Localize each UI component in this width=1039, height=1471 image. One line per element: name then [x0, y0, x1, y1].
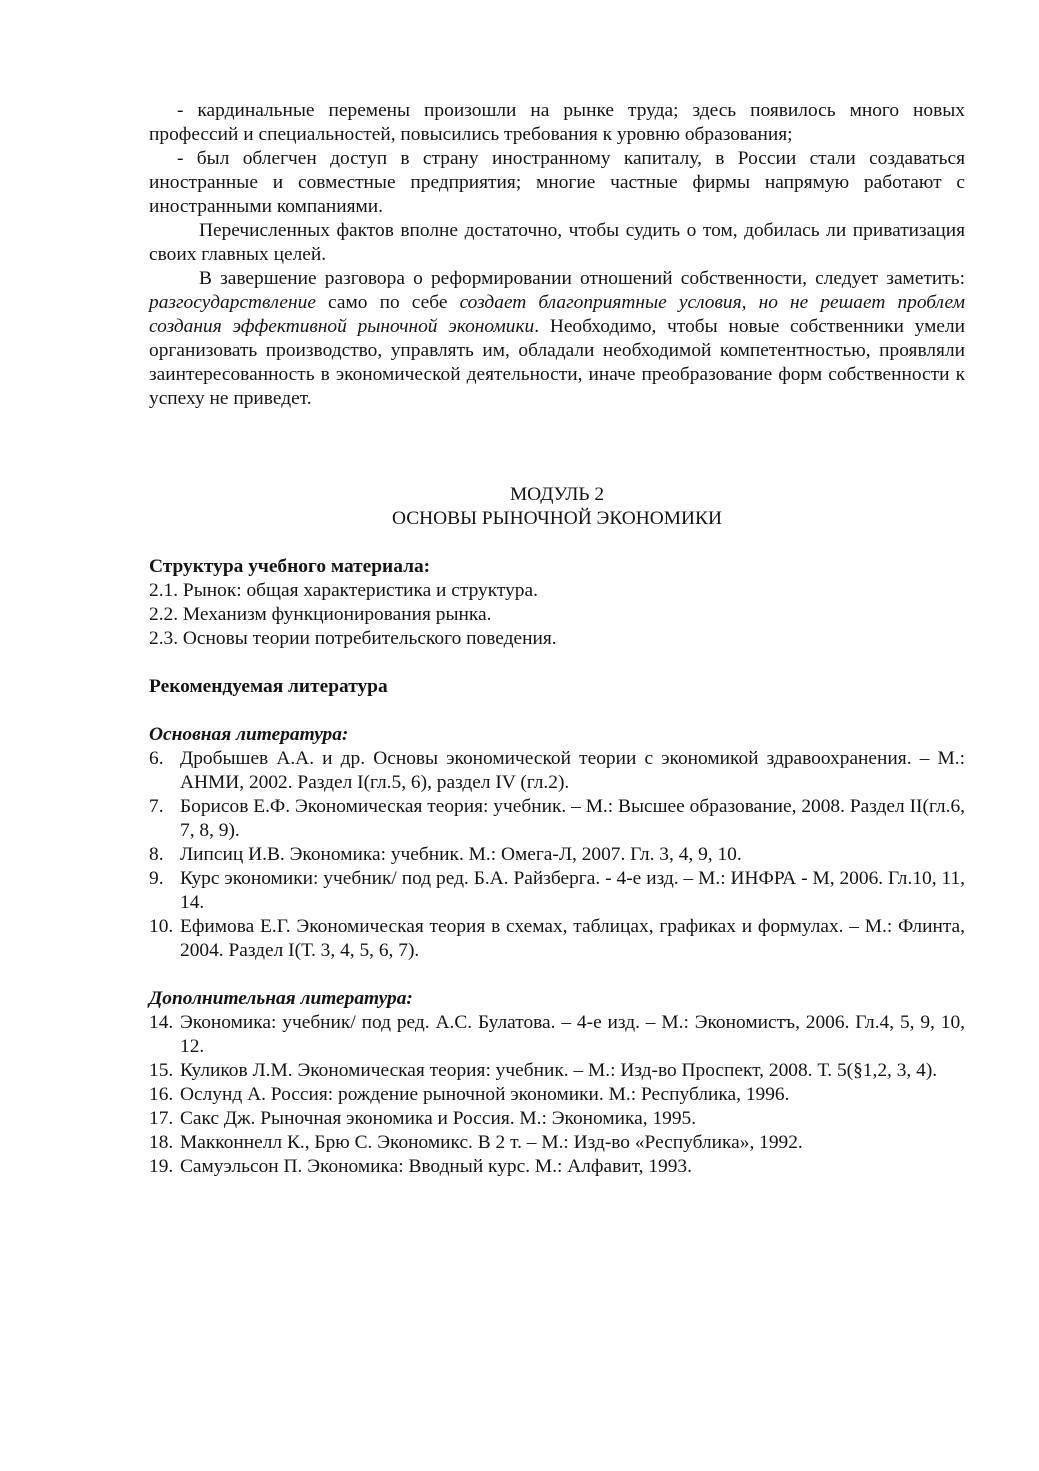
item-text: Курс экономики: учебник/ под ред. Б.А. Райзберга. - 4-е изд. – М.: ИНФРА - М, 2006. Гл.10, 11, 14. [180, 868, 965, 913]
conclusion-italic-phrase: создает благоприятные условия, но не решает проблем создания эффективной рыночной экономики [149, 292, 965, 337]
item-number: 14. [149, 1012, 174, 1033]
list-item [149, 1011, 965, 1059]
item-text: Липсиц И.В. Экономика: учебник. М.: Омега-Л, 2007. Гл. 3, 4, 9, 10. [180, 844, 742, 865]
item-text: Экономика: учебник/ под ред. А.С. Булатова. – 4-е изд. – М.: Экономистъ, 2006. Гл.4, 5, 9, 10, 12. [180, 1012, 965, 1057]
module-title: ОСНОВЫ РЫНОЧНОЙ ЭКОНОМИКИ [392, 508, 722, 529]
module-number: МОДУЛЬ 2 [509, 484, 605, 505]
list-item [149, 1059, 965, 1083]
spacer [149, 963, 965, 987]
item-number: 8. [149, 844, 164, 865]
document-page [149, 99, 965, 1179]
main-literature-list [149, 747, 965, 963]
structure-item: 2.1. Рынок: общая характеристика и структура. [149, 580, 538, 601]
item-text: Дробышев А.А. и др. Основы экономической теории с экономикой здравоохранения. – М.: АНМИ, 2002. Раздел I(гл.5, 6), раздел IV (гл.2). [180, 748, 965, 793]
conclusion-text-c: само по себе [315, 292, 460, 313]
literature-heading: Рекомендуемая литература [149, 676, 388, 697]
spacer [149, 651, 965, 675]
list-item [149, 747, 965, 795]
paragraph-conclusion [149, 267, 965, 411]
additional-literature-list [149, 1011, 965, 1179]
item-number: 6. [149, 748, 164, 769]
structure-item: 2.2. Механизм функционирования рынка. [149, 604, 492, 625]
main-literature-heading: Основная литература: [149, 724, 349, 745]
list-item [149, 1155, 965, 1179]
item-number: 7. [149, 796, 164, 817]
conclusion-text-e: . Необходимо, чтобы новые собственники умели организовать производство, управлять им, обладали необходимой компетентностью, проявляли заинтересованность в экономической деятельности, иначе преобразование форм собственности к успеху не приведет. [149, 316, 965, 409]
spacer [149, 699, 965, 723]
list-item [149, 1131, 965, 1155]
item-number: 19. [149, 1156, 174, 1177]
item-text: Ефимова Е.Г. Экономическая теория в схемах, таблицах, графиках и формулах. – М.: Флинта, 2004. Раздел I(Т. 3, 4, 5, 6, 7). [180, 916, 965, 961]
structure-heading: Структура учебного материала: [149, 556, 431, 577]
paragraph-privatization: Перечисленных фактов вполне достаточно, чтобы судить о том, добилась ли приватизация своих главных целей. [149, 220, 965, 265]
item-number: 9. [149, 868, 164, 889]
conclusion-text-a: В завершение разговора о реформировании отношений собственности, следует заметить: [199, 268, 965, 289]
list-item [149, 915, 965, 963]
item-text: Куликов Л.М. Экономическая теория: учебник. – М.: Изд-во Проспект, 2008. Т. 5(§1,2, 3, 4). [180, 1060, 938, 1081]
bullet-paragraph-capital: - был облегчен доступ в страну иностранному капиталу, в России стали создаваться иностранные и совместные предприятия; многие частные фирмы напрямую работают с иностранными компаниями. [149, 148, 965, 217]
additional-literature-heading: Дополнительная литература: [149, 988, 413, 1009]
item-number: 10. [149, 916, 174, 937]
spacer [149, 531, 965, 555]
list-item [149, 843, 965, 867]
spacer [149, 411, 965, 483]
structure-item: 2.3. Основы теории потребительского поведения. [149, 628, 557, 649]
conclusion-italic-term: разгосударствление [149, 292, 316, 313]
list-item [149, 1107, 965, 1131]
list-item [149, 867, 965, 915]
item-text: Макконнелл К., Брю С. Экономикс. В 2 т. – М.: Изд-во «Республика», 1992. [180, 1132, 803, 1153]
item-number: 18. [149, 1132, 174, 1153]
list-item [149, 1083, 965, 1107]
list-item [149, 795, 965, 843]
item-number: 17. [149, 1108, 174, 1129]
bullet-paragraph-labor: - кардинальные перемены произошли на рынке труда; здесь появилось много новых профессий и специальностей, повысились требования к уровню образования; [149, 100, 965, 145]
item-number: 15. [149, 1060, 174, 1081]
item-number: 16. [149, 1084, 174, 1105]
item-text: Сакс Дж. Рыночная экономика и Россия. М.: Экономика, 1995. [180, 1108, 697, 1129]
item-text: Ослунд А. Россия: рождение рыночной экономики. М.: Республика, 1996. [180, 1084, 790, 1105]
item-text: Самуэльсон П. Экономика: Вводный курс. М.: Алфавит, 1993. [180, 1156, 692, 1177]
item-text: Борисов Е.Ф. Экономическая теория: учебник. – М.: Высшее образование, 2008. Раздел II(гл.6, 7, 8, 9). [180, 796, 965, 841]
